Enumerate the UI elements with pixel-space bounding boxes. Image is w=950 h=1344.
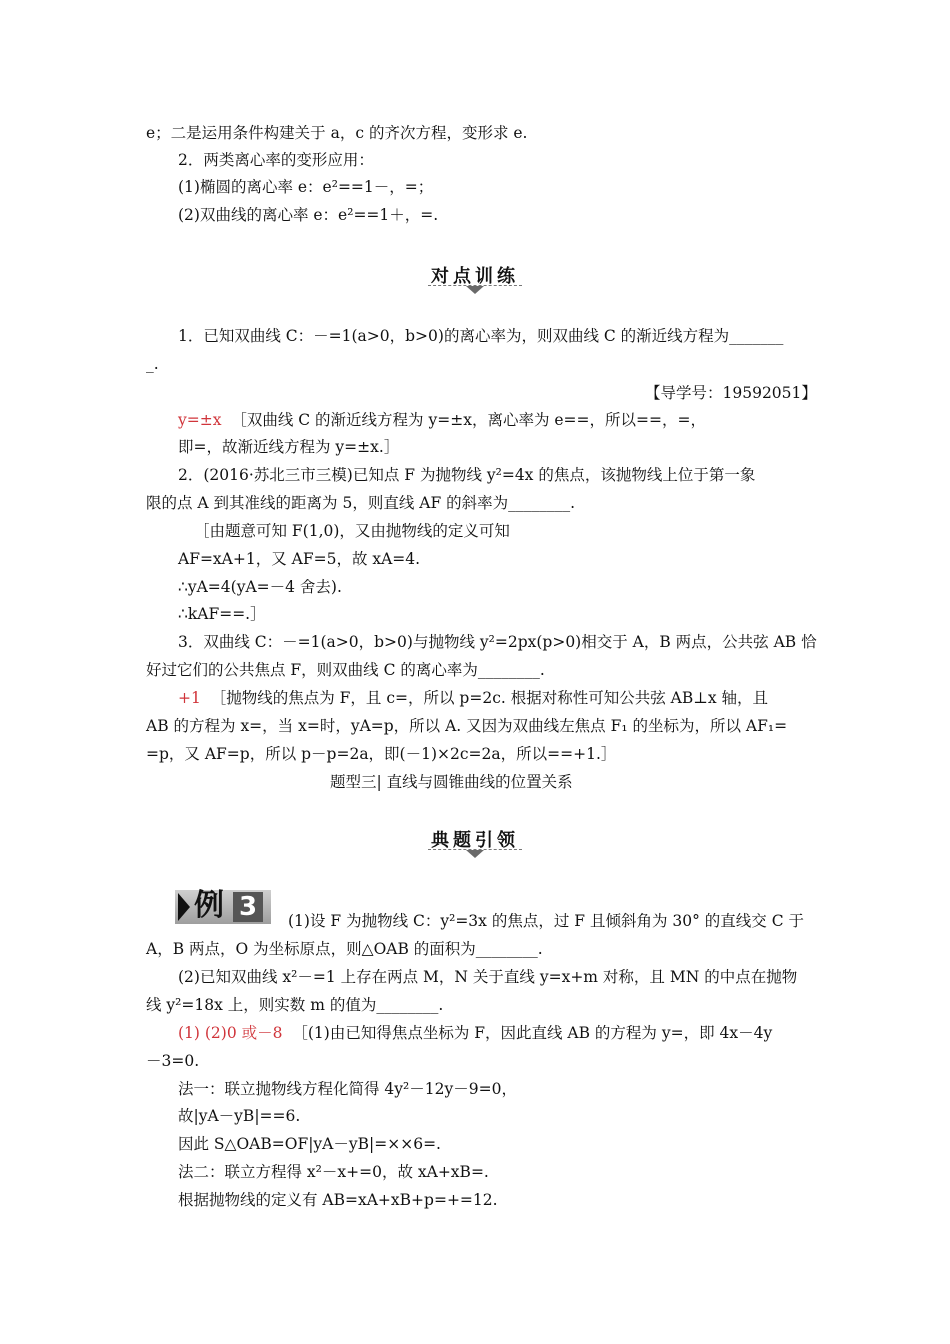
question-2: 2．(2016·苏北三市三模)已知点 F 为抛物线 y²=4x 的焦点，该抛物线上位于第一象 bbox=[178, 466, 756, 484]
down-triangle-icon bbox=[466, 850, 484, 858]
question-1-cont: _. bbox=[146, 355, 159, 373]
answer-1-result: y=±x bbox=[178, 411, 222, 429]
text-line: (2)双曲线的离心率 e：e²==1＋，=. bbox=[178, 206, 439, 224]
answer-2-cont: ∴yA=4(yA=－4 舍去). bbox=[178, 578, 342, 596]
answer-1 bbox=[178, 409, 706, 431]
text-line: 2．两类离心率的变形应用： bbox=[178, 151, 374, 169]
example-part-1: (1)设 F 为抛物线 C：y²=3x 的焦点，过 F 且倾斜角为 30° 的直线交 C 于 bbox=[288, 912, 804, 930]
play-arrow-icon bbox=[178, 893, 190, 921]
example-number: 3 bbox=[233, 892, 263, 922]
topic-heading: 题型三| 直线与圆锥曲线的位置关系 bbox=[330, 773, 573, 791]
example-part-1-cont: A，B 两点，O 为坐标原点，则△OAB 的面积为________. bbox=[146, 940, 543, 958]
text-line: e；二是运用条件构建关于 a，c 的齐次方程，变形求 e. bbox=[146, 124, 528, 142]
question-2-cont: 限的点 A 到其准线的距离为 5，则直线 AF 的斜率为________. bbox=[146, 494, 576, 512]
section-title-training: 对点训练 bbox=[431, 266, 519, 287]
method-2-cont: 根据抛物线的定义有 AB=xA+xB+p=+=12. bbox=[178, 1191, 498, 1209]
method-1: 法一：联立抛物线方程化简得 4y²－12y－9=0， bbox=[178, 1080, 517, 1098]
example-part-2: (2)已知双曲线 x²－=1 上存在两点 M，N 关于直线 y=x+m 对称，且 MN 的中点在抛物 bbox=[178, 968, 798, 986]
answer-3-cont: =p，又 AF=p，所以 p－p=2a，即(－1)×2c=2a，所以==+1.］ bbox=[146, 745, 617, 763]
method-1-cont: 因此 S△OAB=OF|yA－yB|=××6=. bbox=[178, 1135, 441, 1153]
answer-3-text: ［抛物线的焦点为 F，且 c=，所以 p=2c. 根据对称性可知公共弦 AB⊥x 轴，且 bbox=[210, 689, 768, 707]
question-3: 3．双曲线 C：－=1(a>0，b>0)与抛物线 y²=2px(p>0)相交于 A，B 两点，公共弦 AB 恰 bbox=[178, 633, 817, 651]
question-3-cont: 好过它们的公共焦点 F，则双曲线 C 的离心率为________. bbox=[146, 661, 545, 679]
answer-2-cont: AF=xA+1，又 AF=5，故 xA=4. bbox=[178, 550, 421, 568]
example-answer-text: ［(1)由已知得焦点坐标为 F，因此直线 AB 的方程为 y=，即 4x－4y bbox=[292, 1024, 773, 1042]
section-title-examples: 典题引领 bbox=[431, 830, 519, 851]
answer-2-cont: ∴kAF==.］ bbox=[178, 605, 266, 623]
example-label: 例 bbox=[194, 888, 224, 923]
answer-1-cont: 即=，故渐近线方程为 y=±x.］ bbox=[178, 438, 400, 456]
guide-number: 【导学号：19592051】 bbox=[645, 384, 817, 402]
answer-3-cont: AB 的方程为 x=，当 x=时，yA=p，所以 A. 又因为双曲线左焦点 F₁ 的坐标为，所以 AF₁= bbox=[146, 717, 788, 735]
example-part-2-cont: 线 y²=18x 上，则实数 m 的值为________. bbox=[146, 996, 444, 1014]
example-answer bbox=[178, 1022, 772, 1044]
text-line: (1)椭圆的离心率 e：e²==1－，=； bbox=[178, 178, 434, 196]
answer-3-result: +1 bbox=[178, 689, 201, 707]
answer-1-text: ［双曲线 C 的渐近线方程为 y=±x，离心率为 e==，所以==，=， bbox=[231, 411, 706, 429]
method-2: 法二：联立方程得 x²－x+=0，故 xA+xB=. bbox=[178, 1163, 489, 1181]
down-triangle-icon bbox=[466, 286, 484, 294]
example-answer-cont: －3=0. bbox=[146, 1052, 200, 1070]
question-1: 1．已知双曲线 C：－=1(a>0，b>0)的离心率为，则双曲线 C 的渐近线方程为_______ bbox=[178, 327, 784, 345]
answer-3 bbox=[178, 687, 768, 709]
answer-2: ［由题意可知 F(1,0)，又由抛物线的定义可知 bbox=[194, 522, 510, 540]
example-answer-result: (1) (2)0 或－8 bbox=[178, 1024, 283, 1042]
method-1-cont: 故|yA－yB|==6. bbox=[178, 1107, 301, 1125]
